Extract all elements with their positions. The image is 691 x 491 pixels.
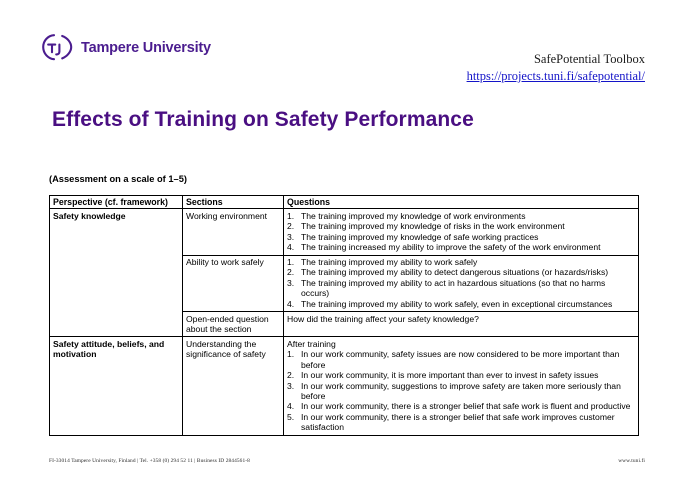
perspective-cell: Safety attitude, beliefs, and motivation	[50, 337, 183, 435]
question-text: In our work community, it is more important than ever to invest in safety issues	[301, 370, 599, 381]
toolbox-title: SafePotential Toolbox	[533, 52, 645, 66]
questions-cell	[284, 337, 639, 435]
list-number: 2.	[287, 221, 295, 232]
questions-cell	[284, 312, 639, 337]
question-list	[287, 211, 635, 253]
list-item	[287, 370, 635, 380]
brand-name: Tampere University	[81, 40, 211, 56]
assessment-scale-note: (Assessment on a scale of 1–5)	[49, 174, 187, 184]
questions-table-wrapper	[49, 195, 638, 436]
question-text: The training improved my ability to act in hazardous situations (so that no harms occurs)	[301, 277, 606, 299]
list-item	[287, 211, 635, 221]
toolbox-url-link[interactable]: https://projects.tuni.fi/safepotential/	[466, 69, 645, 83]
list-number: 5.	[287, 411, 295, 422]
questions-cell	[284, 255, 639, 312]
column-header-questions: Questions	[284, 196, 639, 209]
question-text: The training increased my ability to improve the safety of the work environment	[301, 242, 601, 253]
question-text: The training improved my knowledge of safe working practices	[301, 231, 539, 242]
list-number: 4.	[287, 401, 295, 412]
footer-website: www.tuni.fi	[618, 458, 645, 464]
list-item	[287, 232, 635, 242]
list-number: 1.	[287, 257, 295, 268]
tampere-university-logo-icon	[41, 33, 74, 63]
question-text: In our work community, safety issues are now considered to be more important than before	[301, 349, 620, 370]
questions-lead-in: After training	[287, 338, 336, 349]
list-number: 3.	[287, 380, 295, 391]
question-text: In our work community, there is a stronger belief that safe work improves customer satisfaction	[301, 411, 615, 433]
open-ended-question: How did the training affect your safety knowledge?	[287, 313, 479, 324]
question-text: The training improved my ability to work safely, even in exceptional circumstances	[301, 298, 613, 309]
perspective-cell: Safety knowledge	[50, 209, 183, 337]
question-text: The training improved my ability to detect dangerous situations (or hazards/risks)	[301, 267, 609, 278]
list-item	[287, 221, 635, 231]
question-text: The training improved my ability to work safely	[301, 257, 478, 268]
footer-address: FI-33014 Tampere University, Finland | Tel. +358 (0) 294 52 11 | Business ID 2844561-8	[49, 458, 250, 464]
questions-cell	[284, 209, 639, 255]
question-text: The training improved my knowledge of risks in the work environment	[301, 221, 565, 232]
section-cell: Understanding the significance of safety	[183, 337, 284, 435]
list-item	[287, 257, 635, 267]
list-number: 1.	[287, 210, 295, 221]
section-cell: Working environment	[183, 209, 284, 255]
question-list	[287, 349, 635, 432]
question-text: The training improved my knowledge of work environments	[301, 210, 526, 221]
question-text: In our work community, suggestions to improve safety are taken more seriously than before	[301, 380, 621, 401]
list-item	[287, 412, 635, 433]
column-header-sections: Sections	[183, 196, 284, 209]
list-item	[287, 299, 635, 309]
list-number: 1.	[287, 349, 295, 360]
section-cell: Open-ended question about the section	[183, 312, 284, 337]
list-number: 3.	[287, 231, 295, 242]
list-number: 3.	[287, 277, 295, 288]
table-header-row	[50, 196, 639, 209]
list-item	[287, 381, 635, 402]
page-title: Effects of Training on Safety Performance	[52, 108, 474, 131]
list-number: 4.	[287, 242, 295, 253]
section-cell: Ability to work safely	[183, 255, 284, 312]
list-item	[287, 267, 635, 277]
brand-logo	[41, 33, 211, 63]
column-header-perspective: Perspective (cf. framework)	[50, 196, 183, 209]
question-text: In our work community, there is a stronger belief that safe work is fluent and productive	[301, 401, 631, 412]
header-right-block	[467, 52, 645, 85]
list-item	[287, 401, 635, 411]
list-number: 2.	[287, 370, 295, 381]
question-list	[287, 257, 635, 309]
list-item	[287, 278, 635, 299]
questions-table	[49, 195, 639, 436]
table-row	[50, 209, 639, 255]
list-item	[287, 349, 635, 370]
page-footer	[49, 458, 645, 464]
list-item	[287, 242, 635, 252]
list-number: 2.	[287, 267, 295, 278]
list-number: 4.	[287, 298, 295, 309]
table-row	[50, 337, 639, 435]
